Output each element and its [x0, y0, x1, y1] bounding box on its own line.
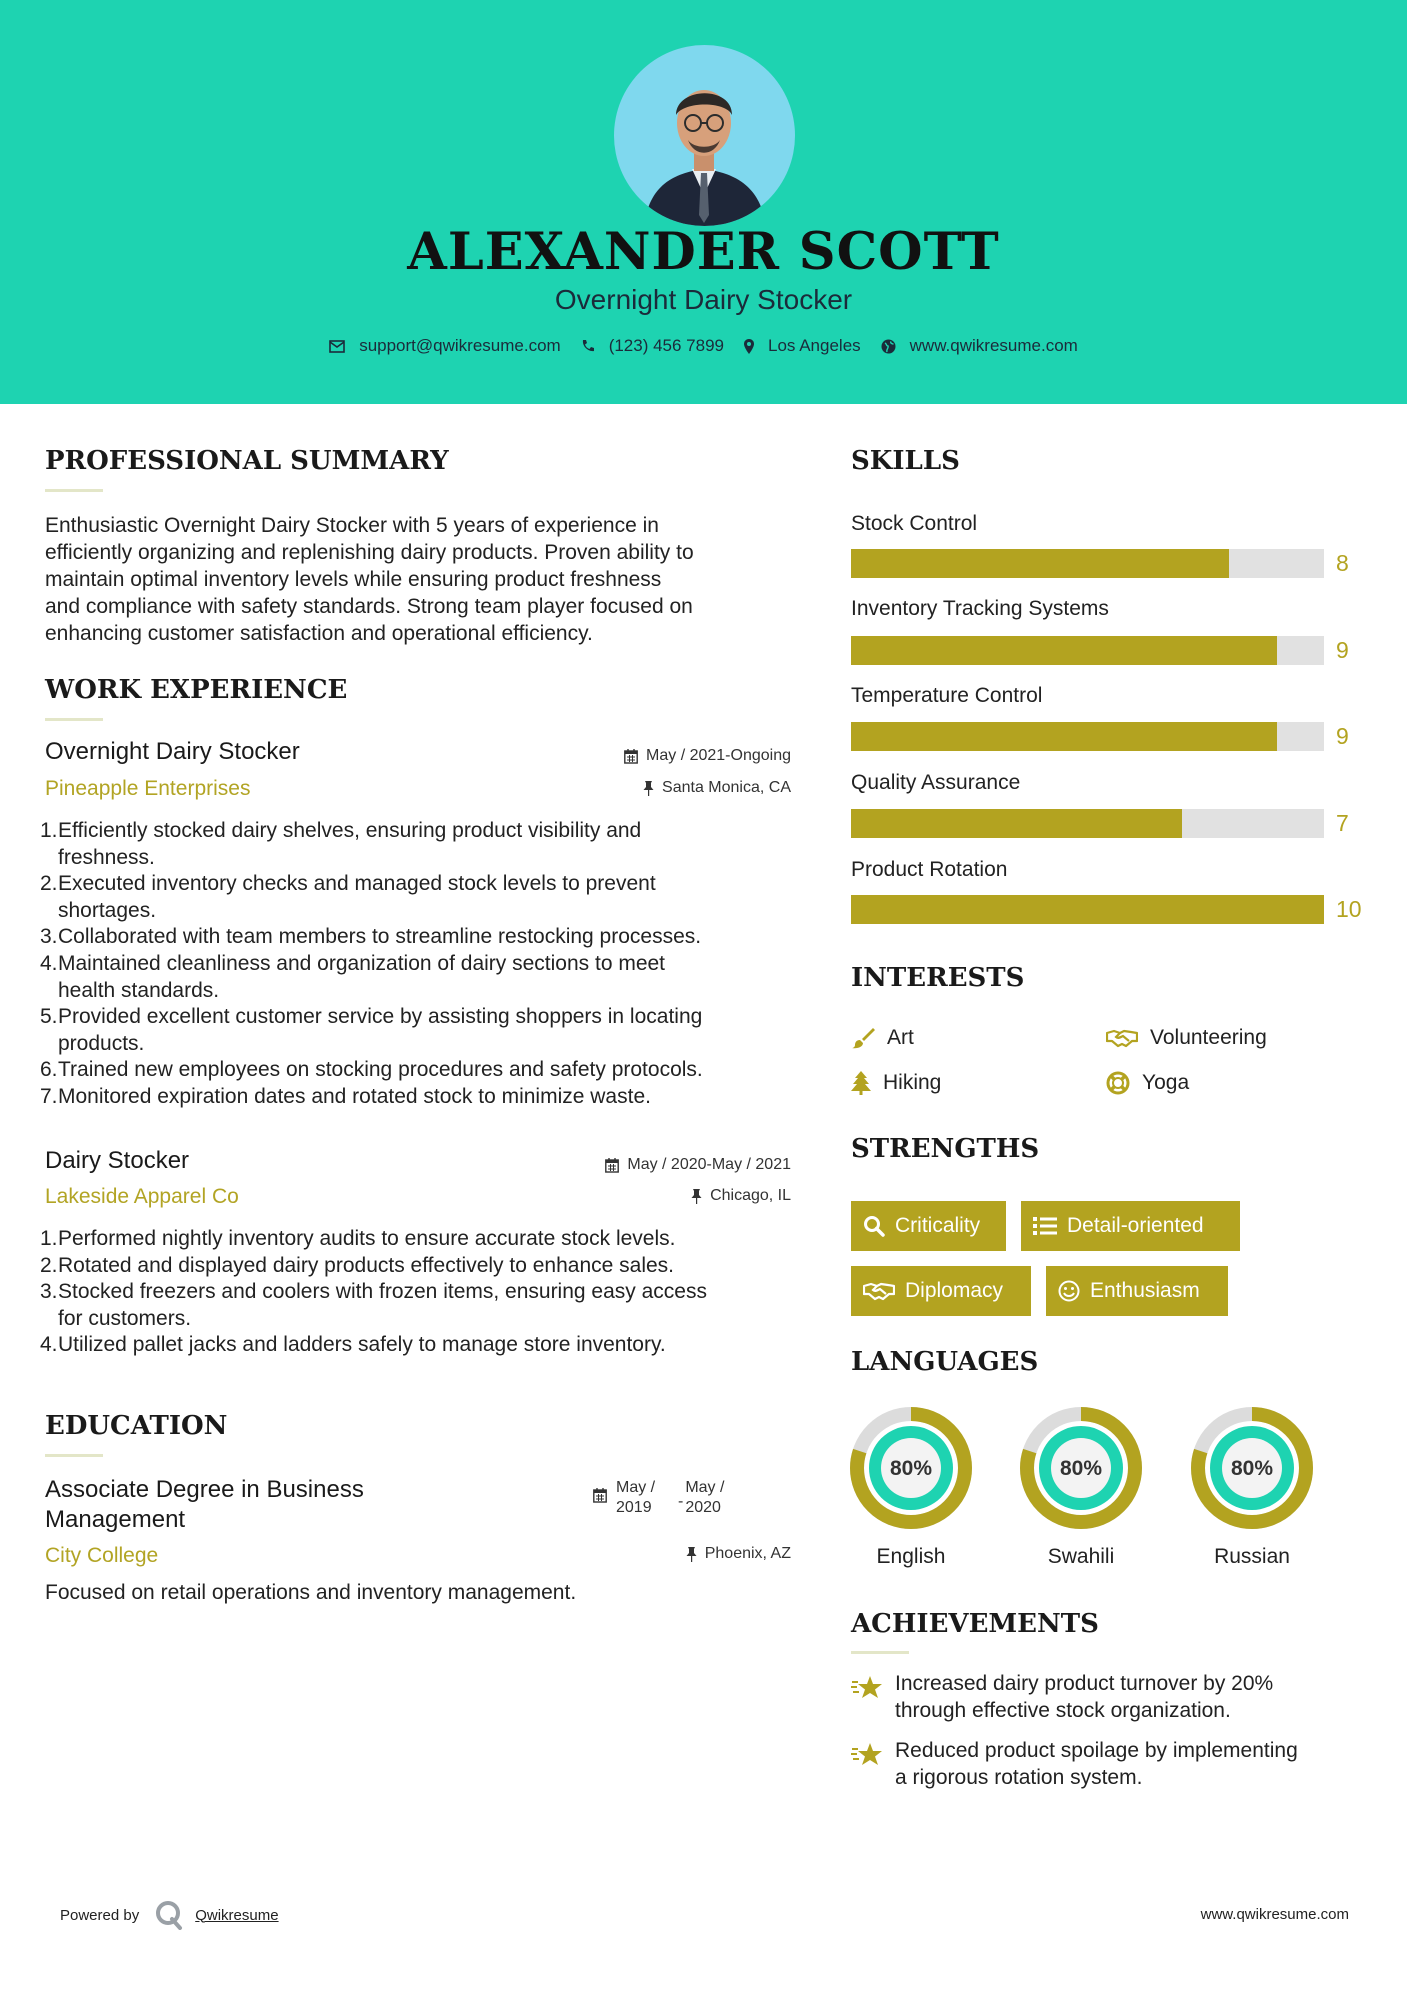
- website-text: www.qwikresume.com: [909, 336, 1078, 355]
- list-item: 3. Stocked freezers and coolers with frozen items, ensuring easy access for customers.: [40, 1280, 707, 1330]
- strength-badge: Enthusiasm: [1046, 1266, 1228, 1316]
- calendar-icon: [605, 1158, 619, 1173]
- job-location: [540, 779, 791, 797]
- strength-badge: Diplomacy: [851, 1266, 1031, 1316]
- list-item: 4. Maintained cleanliness and organization of dairy sections to meet health standards.: [40, 951, 666, 1002]
- interest-hiking: Hiking: [851, 1071, 941, 1095]
- contact-phone[interactable]: [581, 336, 724, 356]
- list-item: 6. Trained new employees on stocking procedures and safety protocols.: [40, 1058, 703, 1082]
- skill-name: Temperature Control: [851, 684, 1043, 707]
- summary-rule: [45, 489, 103, 492]
- gauge-label: 80%: [889, 1457, 933, 1480]
- skill-bar-fill: [851, 895, 1324, 924]
- summary-line: efficiently organizing and replenishing dairy products. Proven ability to: [45, 541, 694, 564]
- smile-icon: [1058, 1280, 1080, 1302]
- language-name: Swahili: [1047, 1545, 1115, 1568]
- list-item: 7. Monitored expiration dates and rotated stock to minimize waste.: [40, 1084, 651, 1108]
- achievements-rule: [851, 1651, 909, 1654]
- job-location: [540, 1187, 791, 1205]
- summary-line: and compliance with safety standards. Strong team player focused on: [45, 595, 693, 618]
- job-duties-list: [40, 818, 810, 1111]
- resume-header: [0, 0, 1407, 404]
- skill-bar-fill: [851, 636, 1277, 665]
- skill-bar: [851, 809, 1324, 838]
- list-item: 5. Provided excellent customer service by assisting shoppers in locating products.: [40, 1005, 703, 1055]
- tree-icon: [851, 1071, 871, 1095]
- summary-line: enhancing customer satisfaction and operational efficiency.: [45, 622, 593, 645]
- list-item: 2. Executed inventory checks and managed stock levels to prevent shortages.: [40, 872, 656, 922]
- job-location-text: Chicago, IL: [710, 1187, 791, 1204]
- star-icon: [851, 1741, 883, 1769]
- job-dates-text: May / 2021-Ongoing: [646, 747, 791, 764]
- profile-photo: [614, 45, 795, 226]
- job-dates-text: May / 2020-May / 2021: [627, 1156, 791, 1173]
- interest-volunteering: Volunteering: [1106, 1026, 1267, 1050]
- paintbrush-icon: [851, 1027, 875, 1049]
- achievement-item: Reduced product spoilage by implementing a rigorous rotation system.: [895, 1739, 1298, 1789]
- job-dates: [540, 747, 791, 765]
- language-name: Russian: [1214, 1545, 1290, 1568]
- education-dates: May / 2019 - May / 2020: [593, 1478, 724, 1518]
- skill-value: 8: [1336, 550, 1349, 576]
- skill-bar: [851, 895, 1324, 924]
- strength-badge: Detail-oriented: [1021, 1201, 1240, 1251]
- lifebuoy-icon: [1106, 1071, 1130, 1095]
- search-icon: [863, 1215, 885, 1237]
- skill-bar: [851, 549, 1324, 578]
- interest-yoga: Yoga: [1106, 1071, 1189, 1095]
- education-location: Phoenix, AZ: [540, 1545, 791, 1563]
- company-name: Pineapple Enterprises: [45, 777, 251, 800]
- achievements-heading: ACHIEVEMENTS: [851, 1609, 1099, 1639]
- job-title: Overnight Dairy Stocker: [45, 738, 300, 765]
- skill-value: 10: [1336, 896, 1362, 922]
- education-heading: EDUCATION: [45, 1411, 228, 1441]
- globe-icon: [881, 339, 896, 354]
- qwikresume-link[interactable]: Qwikresume: [195, 1906, 279, 1924]
- skill-value: 7: [1336, 810, 1349, 836]
- interests-heading: INTERESTS: [851, 963, 1025, 993]
- job-location-text: Santa Monica, CA: [662, 779, 791, 796]
- skill-bar-fill: [851, 809, 1182, 838]
- list-icon: [1033, 1217, 1057, 1235]
- list-item: 1. Efficiently stocked dairy shelves, ensuring product visibility and freshness.: [40, 819, 642, 869]
- skill-bar-fill: [851, 549, 1229, 578]
- skill-bar-fill: [851, 722, 1277, 751]
- skill-name: Stock Control: [851, 512, 978, 535]
- strength-badge: Criticality: [851, 1201, 1006, 1251]
- summary-text: [45, 512, 805, 647]
- skill-bar: [851, 722, 1324, 751]
- education-note: Focused on retail operations and inventory management.: [45, 1581, 577, 1604]
- candidate-role: Overnight Dairy Stocker: [554, 284, 853, 315]
- gauge-label: 80%: [1059, 1457, 1103, 1480]
- experience-heading: WORK EXPERIENCE: [45, 675, 348, 705]
- list-item: 3. Collaborated with team members to streamline restocking processes.: [40, 925, 702, 949]
- envelope-icon: [329, 340, 345, 353]
- footer-powered: [60, 1900, 279, 1930]
- contact-website[interactable]: [881, 336, 1078, 356]
- handshake-icon: [863, 1281, 895, 1301]
- phone-icon: [581, 339, 595, 353]
- summary-line: Enthusiastic Overnight Dairy Stocker with 5 years of experience in: [45, 514, 659, 537]
- summary-heading: PROFESSIONAL SUMMARY: [45, 446, 449, 476]
- degree-title: Associate Degree in Business Management: [45, 1476, 364, 1533]
- summary-line: maintain optimal inventory levels while ensuring product freshness: [45, 568, 662, 591]
- calendar-icon: [593, 1488, 607, 1503]
- contact-bar: [0, 336, 1407, 356]
- job-duties-list: [40, 1226, 810, 1359]
- contact-location: [744, 336, 861, 356]
- pin-icon: [691, 1189, 702, 1204]
- contact-email[interactable]: [329, 336, 561, 356]
- experience-rule: [45, 718, 103, 721]
- gauge-label: 80%: [1230, 1457, 1274, 1480]
- map-pin-icon: [744, 339, 754, 354]
- skill-name: Inventory Tracking Systems: [851, 597, 1109, 620]
- skill-name: Product Rotation: [851, 858, 1008, 881]
- pin-icon: [686, 1547, 697, 1562]
- list-item: 4. Utilized pallet jacks and ladders safely to manage store inventory.: [40, 1333, 666, 1357]
- powered-by-label: Powered by: [60, 1906, 140, 1924]
- location-text: Los Angeles: [768, 336, 861, 355]
- list-item: 2. Rotated and displayed dairy products effectively to enhance sales.: [40, 1253, 674, 1277]
- interest-art: Art: [851, 1026, 914, 1050]
- qwikresume-logo-icon: [155, 1900, 183, 1930]
- footer-site[interactable]: www.qwikresume.com: [1200, 1906, 1349, 1923]
- achievement-item: Increased dairy product turnover by 20% through effective stock organization.: [895, 1672, 1274, 1722]
- strengths-heading: STRENGTHS: [851, 1134, 1040, 1164]
- language-gauge: [1190, 1406, 1314, 1530]
- language-gauge: [849, 1406, 973, 1530]
- list-item: 1. Performed nightly inventory audits to ensure accurate stock levels.: [40, 1227, 676, 1250]
- candidate-name: ALEXANDER SCOTT: [407, 222, 1000, 282]
- company-name: Lakeside Apparel Co: [45, 1185, 239, 1208]
- pin-icon: [643, 781, 654, 796]
- education-rule: [45, 1454, 103, 1457]
- skill-bar: [851, 636, 1324, 665]
- job-dates: [540, 1156, 791, 1174]
- handshake-icon: [1106, 1028, 1138, 1048]
- language-name: English: [876, 1545, 946, 1568]
- school-name: City College: [45, 1544, 159, 1567]
- skill-name: Quality Assurance: [851, 771, 1021, 794]
- language-gauge: [1019, 1406, 1143, 1530]
- calendar-icon: [624, 749, 638, 764]
- person-portrait-icon: [614, 45, 795, 226]
- skill-value: 9: [1336, 723, 1349, 749]
- skill-value: 9: [1336, 637, 1349, 663]
- phone-text: (123) 456 7899: [608, 336, 725, 355]
- email-text: support@qwikresume.com: [359, 336, 561, 355]
- skills-heading: SKILLS: [851, 446, 960, 476]
- star-icon: [851, 1674, 883, 1702]
- languages-heading: LANGUAGES: [851, 1347, 1039, 1377]
- job-title: Dairy Stocker: [45, 1147, 190, 1174]
